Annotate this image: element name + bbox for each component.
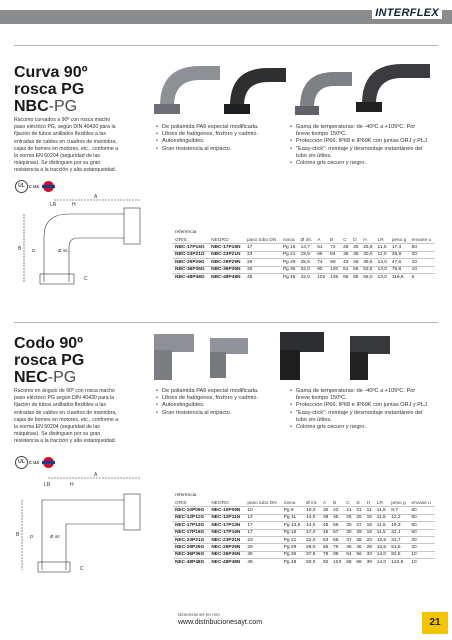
table-cell: 20 xyxy=(411,537,417,543)
table-cell: 36 xyxy=(343,252,349,258)
col-header: H xyxy=(363,237,367,243)
table-cell: 66 xyxy=(343,274,349,280)
table-cell: 13,0 xyxy=(377,267,387,273)
table-header-row xyxy=(173,237,435,244)
section1-spec-table xyxy=(173,237,435,280)
table-cell: 42 xyxy=(333,508,339,514)
table-cell: 39,5 xyxy=(363,259,373,265)
table-cell: 11 xyxy=(366,508,372,514)
section1-photo-strip-top xyxy=(14,32,438,45)
table-cell: 14,0 xyxy=(376,559,387,565)
table-cell: 50,0 xyxy=(306,559,316,565)
table-cell: Pg 21 xyxy=(282,252,296,258)
section2-title-code: NEC xyxy=(14,369,48,386)
col-header: A xyxy=(322,500,327,506)
table-cell: 68 xyxy=(356,559,362,565)
table-cell: 48 xyxy=(246,274,253,280)
feature-item: • De poliamida PA6 especial modificada. xyxy=(156,388,274,395)
table-cell: Pg 16 xyxy=(282,245,296,251)
drawing-label-h: H xyxy=(70,482,74,488)
table-cell: NEC-10P09G xyxy=(175,508,205,514)
table-cell: NBC-48P48N xyxy=(211,274,241,280)
table-cell: 10 xyxy=(247,508,253,514)
table-cell: 122,6 xyxy=(391,559,404,565)
table-cell: 25 xyxy=(356,515,362,521)
section2-title xyxy=(14,335,84,386)
col-header: C xyxy=(346,500,350,506)
section2-title-suffix: -PG xyxy=(47,369,77,386)
feature-item: • Autoextinguibles. xyxy=(156,138,274,145)
table-cell: 74 xyxy=(317,259,323,265)
ul-mark-icon: UL xyxy=(15,180,28,193)
section1-title xyxy=(14,64,87,115)
table-cell: 28 xyxy=(343,245,349,251)
table-cell: NEC-12P11G xyxy=(175,515,205,521)
table-row xyxy=(173,536,435,543)
table-cell: 29 xyxy=(246,259,253,265)
col-header: LR xyxy=(376,500,383,506)
table-cell: 12,2 xyxy=(391,515,401,521)
table-cell: 25 xyxy=(346,515,352,521)
table-cell: 17 xyxy=(246,245,253,251)
section1-title-suffix: -PG xyxy=(48,98,78,115)
col-header: rosca xyxy=(282,237,295,243)
drawing-label-b: B xyxy=(18,246,22,252)
table-cell: NBC-23P21G xyxy=(175,252,205,258)
feature-item: • Protección IP66. IP68 e IP69K con juntas ORJ y PLJ. xyxy=(290,138,430,145)
table-cell: 17,0 xyxy=(306,530,316,536)
table-cell: 21 xyxy=(356,508,362,514)
table-cell: 10,3 xyxy=(306,508,316,514)
table-cell: 56,0 xyxy=(363,274,373,280)
table-cell: 20 xyxy=(411,252,418,258)
col-header: envase u xyxy=(411,237,432,243)
table-cell: 29 xyxy=(247,545,253,551)
table-cell: 23 xyxy=(247,537,253,543)
table-cell: 51,5 xyxy=(391,545,401,551)
col-header: D xyxy=(353,237,357,243)
table-cell: 36 xyxy=(353,252,359,258)
table-cell: 51 xyxy=(343,267,349,273)
table-cell: NEC-17P13G xyxy=(175,522,205,528)
table-cell: NEC-17P16G xyxy=(175,530,205,536)
feature-item: • Gran resistencia al impacto. xyxy=(156,146,274,153)
table-cell: Pg 29 xyxy=(282,259,296,265)
table-cell: 54 xyxy=(346,552,352,558)
table-cell: Pg 36 xyxy=(283,552,297,558)
table-cell: 10 xyxy=(411,559,417,565)
table-cell: 120 xyxy=(330,267,339,273)
table-cell: 11,5 xyxy=(377,245,387,251)
col-header: rosca xyxy=(283,500,296,506)
table-cell: 11,0 xyxy=(377,252,387,258)
section2-title-line2: rosca PG xyxy=(14,352,85,369)
table-cell: 12 xyxy=(247,515,253,521)
table-row xyxy=(173,522,435,529)
table-cell: 10 xyxy=(411,552,417,558)
table-cell: 50 xyxy=(411,515,417,521)
table-cell: 56 xyxy=(353,267,359,273)
table-cell: NEC-36P36G xyxy=(175,552,205,558)
drawing-label-lr: LR xyxy=(44,482,51,488)
table-cell: NBC-36P36N xyxy=(211,267,241,273)
table-cell: 39 xyxy=(322,515,329,521)
footer-dimensions-note: Dimensiones en mm xyxy=(178,612,220,617)
table-header-row xyxy=(173,500,435,507)
table-row xyxy=(173,507,435,514)
table-cell: NEC-29P29G xyxy=(175,545,205,551)
brand-logo: INTERFLEX xyxy=(372,7,442,19)
table-cell: 65 xyxy=(322,545,329,551)
feature-item: • Gran resistencia al impacto. xyxy=(156,410,274,417)
table-cell: 17 xyxy=(247,530,253,536)
table-cell: 79 xyxy=(322,552,329,558)
lloyds-register-icon xyxy=(43,181,54,192)
col-header: Ø int. xyxy=(300,237,313,243)
table-cell: 14,7 xyxy=(300,245,310,251)
col-header: A xyxy=(317,237,321,243)
table-cell: NBC-36P36G xyxy=(175,267,205,273)
col-header: peso g xyxy=(391,237,407,243)
table-row xyxy=(173,259,435,266)
lloyds-register-icon xyxy=(43,457,54,468)
table-cell: Pg 21 xyxy=(283,537,297,543)
feature-item: • Gama de temperaturas: de -40ºC a +105ºC. Por breve tiempo 150ºC. xyxy=(290,388,430,402)
table-cell: 66 xyxy=(317,252,323,258)
col-header: paso tubo DN xyxy=(247,500,277,506)
drawing-label-d: D xyxy=(30,534,34,539)
table-cell: 30 xyxy=(353,245,359,251)
table-cell: Pg 11 xyxy=(283,515,296,521)
page-number: 21 xyxy=(422,612,448,634)
col-header: GRIS xyxy=(175,237,187,243)
table-cell: 56 xyxy=(356,552,362,558)
table-cell: 10 xyxy=(411,267,418,273)
section1-features-a xyxy=(156,124,274,153)
table-cell: 19,3 xyxy=(391,522,401,528)
table-cell: 17 xyxy=(247,522,253,528)
feature-item: • Protección IP66. IP68 e IP69K con juntas ORJ y PLJ. xyxy=(290,402,430,409)
table-cell: 89 xyxy=(333,552,339,558)
table-cell: NEC-23P21G xyxy=(175,537,205,543)
feature-item: • De poliamida PA6 especial modificada. xyxy=(156,124,274,131)
table-cell: 68 xyxy=(353,274,359,280)
table-cell: 36 xyxy=(246,267,253,273)
table-cell: NBC-23P21N xyxy=(211,252,241,258)
table-cell: 102 xyxy=(317,274,326,280)
table-cell: 21 xyxy=(346,508,352,514)
table-cell: 18 xyxy=(366,522,372,528)
section1-title-line3 xyxy=(14,98,87,115)
table-cell: 27 xyxy=(356,522,362,528)
section1-title-code: NBC xyxy=(14,98,49,115)
table-cell: 135 xyxy=(330,274,339,280)
table-row xyxy=(173,551,435,558)
table-cell: NEC-36P36N xyxy=(211,552,241,558)
angle-fitting-gray xyxy=(210,338,248,378)
table-cell: NBC-17P16N xyxy=(211,245,241,251)
section1-table-ref-label: referencia xyxy=(175,230,197,235)
table-cell: 53 xyxy=(322,537,329,543)
angle-fitting-black xyxy=(350,336,390,380)
col-header: GRIS xyxy=(175,500,187,506)
table-cell: 30 xyxy=(346,530,352,536)
table-cell: 22,0 xyxy=(306,537,316,543)
section2-features-a xyxy=(156,388,274,417)
table-cell: 33 xyxy=(366,552,372,558)
cert-text: c us xyxy=(29,459,40,466)
table-row xyxy=(173,251,435,258)
section1-product-photos xyxy=(140,46,440,118)
angle-fitting-gray xyxy=(154,334,194,380)
col-header: Ø int. xyxy=(306,500,318,506)
table-cell: 5 xyxy=(411,274,415,280)
drawing-label-d: D xyxy=(32,248,36,253)
table-cell: 32,0 xyxy=(300,267,310,273)
table-cell: 25,5 xyxy=(363,245,373,251)
table-cell: 39 xyxy=(366,559,372,565)
table-cell: 48 xyxy=(247,559,253,565)
col-header: NEGRO xyxy=(211,500,229,506)
table-cell: 8,7 xyxy=(391,508,398,514)
drawing-label-a: A xyxy=(94,472,98,478)
section1-features-b xyxy=(290,124,430,167)
drawing-label-b: B xyxy=(16,532,20,538)
section1-technical-drawing xyxy=(14,192,154,287)
section2-title-line1: Codo 90º xyxy=(14,335,83,352)
elbow-fitting-gray xyxy=(295,72,352,115)
table-cell: 22,1 xyxy=(391,530,401,536)
table-cell: 19,5 xyxy=(300,252,310,258)
table-cell: NEC-12P11N xyxy=(211,515,241,521)
table-cell: 23 xyxy=(366,537,372,543)
table-cell: NEC-17P16N xyxy=(211,530,241,536)
feature-item: • Colores gris oscuro y negro. xyxy=(290,424,430,431)
table-cell: 99 xyxy=(330,259,336,265)
table-row xyxy=(173,273,435,280)
table-cell: 51 xyxy=(317,245,323,251)
table-cell: 65 xyxy=(333,537,339,543)
section2-table-ref-label: referencia xyxy=(175,493,197,498)
table-cell: 46 xyxy=(353,259,359,265)
table-cell: 42,0 xyxy=(300,274,310,280)
table-cell: 23 xyxy=(246,252,253,258)
table-cell: 56 xyxy=(333,522,339,528)
table-cell: 30,0 xyxy=(363,252,373,258)
table-row xyxy=(173,244,435,251)
section2-certifications xyxy=(14,456,54,469)
table-cell: Pg 48 xyxy=(282,274,296,280)
table-cell: 11,5 xyxy=(376,522,386,528)
col-header: B xyxy=(333,500,337,506)
table-cell: 45 xyxy=(346,545,352,551)
section2-spec-table xyxy=(173,500,435,566)
table-cell: NEC-29P29N xyxy=(211,545,241,551)
table-cell: 13,0 xyxy=(377,274,387,280)
table-cell: 50 xyxy=(411,522,417,528)
table-cell: 57 xyxy=(333,530,339,536)
table-cell: 103 xyxy=(333,559,342,565)
section1-title-line2: rosca PG xyxy=(14,81,85,98)
col-header: LR xyxy=(377,237,384,243)
table-row xyxy=(173,544,435,551)
table-cell: 45 xyxy=(322,522,329,528)
table-cell: 11,5 xyxy=(376,508,386,514)
table-cell: 43 xyxy=(343,259,349,265)
table-cell: Pg 48 xyxy=(283,559,297,565)
table-cell: 11,5 xyxy=(376,515,386,521)
drawing-label-c: C xyxy=(84,276,88,282)
table-cell: NBC-29P29N xyxy=(211,259,241,265)
table-cell: 37 xyxy=(346,537,352,543)
table-cell: 14,0 xyxy=(306,522,316,528)
table-cell: 45 xyxy=(333,515,339,521)
table-cell: 72 xyxy=(330,245,336,251)
footer-url-link[interactable]: www.distribucionesayt.com xyxy=(178,619,263,626)
table-cell: 45 xyxy=(322,530,329,536)
section1-title-line1: Curva 90º xyxy=(14,64,88,81)
elbow-fitting-black xyxy=(356,64,430,112)
table-cell: 50 xyxy=(411,245,418,251)
table-cell: 14,0 xyxy=(306,515,316,521)
feature-item: • "Easy-click": montaje y desmontaje instantáneo del tubo sin útiles. xyxy=(290,410,430,424)
table-cell: NEC-48P48G xyxy=(175,559,205,565)
table-cell: 29 xyxy=(356,530,362,536)
table-row xyxy=(173,266,435,273)
table-cell: NBC-29P29G xyxy=(175,259,205,265)
col-header: NEGRO xyxy=(211,237,229,243)
table-cell: 46 xyxy=(356,545,362,551)
cert-text: c us xyxy=(29,183,40,190)
drawing-label-lr: LR xyxy=(50,202,57,208)
col-header: peso g xyxy=(391,500,406,506)
table-cell: 25,5 xyxy=(300,259,310,265)
table-cell: 35 xyxy=(322,508,329,514)
col-header: envase u xyxy=(411,500,431,506)
table-cell: 50 xyxy=(411,530,417,536)
drawing-label-dint: Ø int. xyxy=(58,248,69,253)
ul-mark-icon: UL xyxy=(15,456,28,469)
table-cell: NBC-17P16G xyxy=(175,245,205,251)
table-cell: 76,8 xyxy=(391,267,402,273)
table-cell: 76 xyxy=(333,545,339,551)
section2-features-b xyxy=(290,388,430,431)
table-cell: Pg 9 xyxy=(283,508,294,514)
table-cell: 30 xyxy=(346,522,352,528)
col-header: D xyxy=(356,500,360,506)
table-cell: 12,5 xyxy=(376,537,387,543)
drawing-label-c: C xyxy=(80,566,84,572)
table-cell: 92 xyxy=(322,559,329,565)
table-cell: 68 xyxy=(346,559,352,565)
drawing-label-h: H xyxy=(72,202,76,208)
col-header: H xyxy=(366,500,371,506)
drawing-label-a: A xyxy=(94,194,98,200)
table-row xyxy=(173,559,435,566)
table-cell: 53,5 xyxy=(363,267,373,273)
table-cell: 31,7 xyxy=(391,537,401,543)
table-row xyxy=(173,514,435,521)
table-cell: 20 xyxy=(411,545,417,551)
table-cell: Pg 36 xyxy=(282,267,296,273)
section2-description: Racores en ángulo de 90º con rosca macho paso eléctrico PG según DIN 40430 para la fijación de tubos anillados flexibles a las entradas de cables en cuadros de maniobra, cajas de bornes en motores, etc., conforme a la norma EN 60204 (seguridad de las máquinas). Se distinguen por su gran resistencia a la tracción y alta estanqueidad. xyxy=(14,388,119,445)
table-cell: 119,6 xyxy=(391,274,404,280)
table-cell: 17,4 xyxy=(391,245,402,251)
table-cell: NEC-10P09N xyxy=(211,508,241,514)
table-cell: 36 xyxy=(356,537,362,543)
table-cell: 14,0 xyxy=(376,552,387,558)
col-header: B xyxy=(330,237,334,243)
table-cell: 47,6 xyxy=(391,259,402,265)
section2-technical-drawing xyxy=(14,470,154,580)
drawing-label-dint: Ø int. xyxy=(50,534,61,539)
elbow-fitting-black xyxy=(224,68,286,114)
table-cell: 11,5 xyxy=(376,530,386,536)
table-cell: 29,9 xyxy=(391,252,402,258)
table-cell: 12,5 xyxy=(376,545,387,551)
feature-item: • Colores gris oscuro y negro. xyxy=(290,160,430,167)
feature-item: • Autoextinguibles. xyxy=(156,402,274,409)
table-cell: 84 xyxy=(330,252,336,258)
section2-title-line3 xyxy=(14,369,84,386)
col-header: paso tubo DN xyxy=(246,237,277,243)
table-cell: 13,0 xyxy=(377,259,387,265)
table-cell: 82,5 xyxy=(391,552,401,558)
table-cell: NBC-48P48G xyxy=(175,274,205,280)
table-cell: Pg 16 xyxy=(283,530,297,536)
angle-fitting-black xyxy=(280,332,324,380)
table-cell: 37,5 xyxy=(306,552,316,558)
table-cell: NEC-48P48N xyxy=(211,559,241,565)
section1-table-body xyxy=(173,244,435,280)
table-cell: 15 xyxy=(366,515,372,521)
table-cell: NEC-23P21N xyxy=(211,537,241,543)
table-row xyxy=(173,529,435,536)
table-cell: 36 xyxy=(247,552,253,558)
table-cell: 50 xyxy=(411,508,417,514)
table-cell: Pg 29 xyxy=(283,545,297,551)
feature-item: • "Easy-click": montaje y desmontaje instantáneo del tubo sin útiles. xyxy=(290,146,430,160)
section2-product-photos xyxy=(140,322,440,386)
table-cell: 90 xyxy=(317,267,323,273)
table-cell: 28,0 xyxy=(306,545,316,551)
feature-item: • Libres de halógenos, fósforo y cadmio. xyxy=(156,395,274,402)
table-cell: NEC-17P13N xyxy=(211,522,241,528)
feature-item: • Gama de temperaturas: de -40ºC a +105ºC. Por breve tiempo 150ºC. xyxy=(290,124,430,138)
table-cell: 28 xyxy=(366,545,372,551)
table-cell: 10 xyxy=(411,259,418,265)
col-header: C xyxy=(343,237,347,243)
elbow-fitting-gray xyxy=(154,66,220,114)
feature-item: • Libres de halógenos, fósforo y cadmio. xyxy=(156,131,274,138)
table-cell: Pg 13,5 xyxy=(283,522,301,528)
section2-table-body xyxy=(173,507,435,566)
section1-description: Racores curvados a 90º con rosca macho paso eléctrico PG, según DIN 40430 para la fijación de tubos anillados flexibles a las entradas de cables en cuadros de maniobra, cajas de bornes en motores, etc., conforme a la norma EN 60204 (seguridad de las máquinas). Se distinguen por su gran resistencia a la tracción y alta estanqueidad. xyxy=(14,117,119,174)
table-cell: 18 xyxy=(366,530,372,536)
